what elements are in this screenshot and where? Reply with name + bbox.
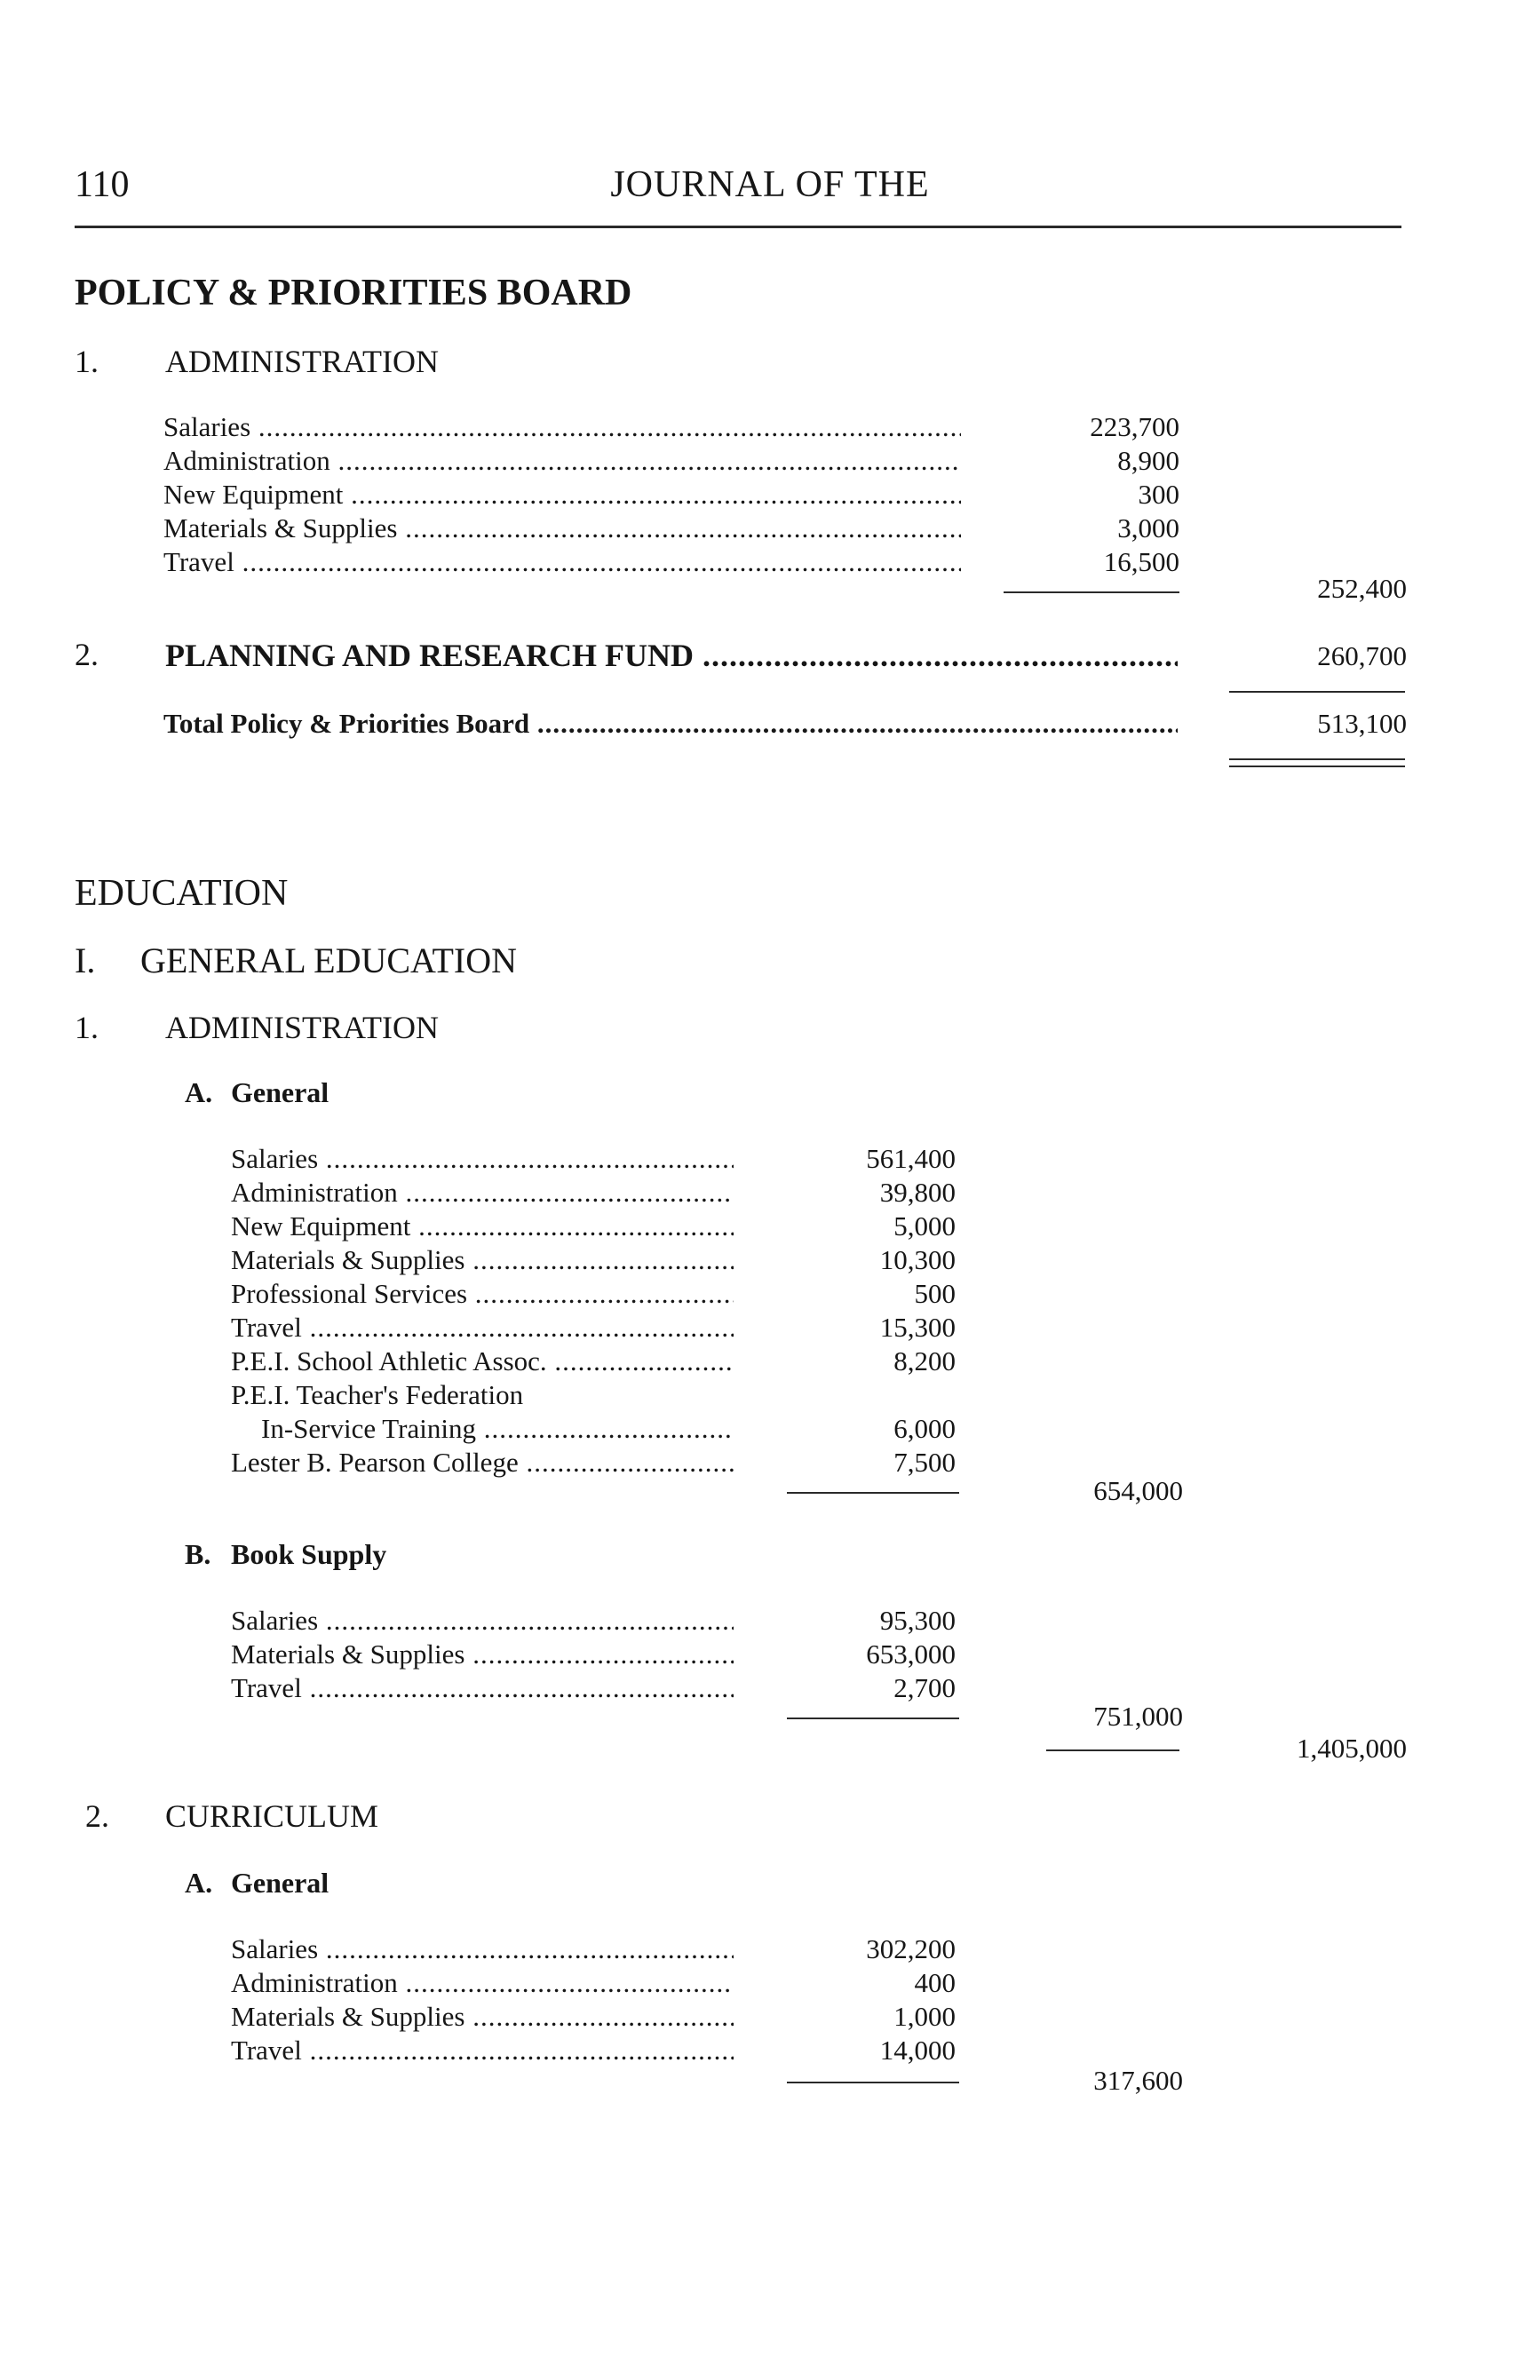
line-amount: 39,800 <box>879 1177 956 1208</box>
line-amount: 300 <box>1138 479 1179 510</box>
subsection-title: General <box>231 1076 329 1108</box>
line-amount: 15,300 <box>879 1312 956 1343</box>
line-item: Travel ..... <box>231 1311 734 1345</box>
line-amount: 8,900 <box>1117 445 1179 476</box>
line-item: Materials & Supplies ..... <box>231 1243 734 1277</box>
subsection-total: 317,600 <box>1093 2065 1183 2096</box>
line-amount: 95,300 <box>879 1605 956 1636</box>
line-amount: 10,300 <box>879 1244 956 1275</box>
page-number: 110 <box>75 164 130 205</box>
line-item: Salaries ..... <box>163 410 961 444</box>
line-amount: 500 <box>914 1278 956 1309</box>
subsection-total: 751,000 <box>1093 1701 1183 1732</box>
subtotal-rule <box>787 1492 959 1494</box>
double-rule-bottom <box>1229 766 1405 767</box>
line-amount: 1,000 <box>893 2001 956 2032</box>
subsection-letter: A. <box>185 1076 213 1108</box>
department-title: EDUCATION <box>75 873 289 914</box>
subsection-letter: A. <box>185 1867 213 1899</box>
subtotal-rule <box>787 2082 959 2083</box>
division-title: GENERAL EDUCATION <box>140 940 518 980</box>
subtotal-rule <box>1229 691 1405 693</box>
line-item: Travel ..... <box>231 2034 734 2067</box>
line-amount: 6,000 <box>893 1413 956 1444</box>
line-amount: 7,500 <box>893 1447 956 1478</box>
line-amount: 561,400 <box>866 1143 956 1174</box>
line-amount: 16,500 <box>1103 546 1179 577</box>
section-amount: 260,700 <box>1317 640 1407 671</box>
line-amount: 5,000 <box>893 1210 956 1242</box>
line-item: Salaries ..... <box>231 1142 734 1176</box>
header-rule <box>75 226 1401 228</box>
division-number: I. <box>75 940 96 980</box>
line-item: New Equipment ..... <box>231 1210 734 1243</box>
double-rule-top <box>1229 758 1405 760</box>
line-amount: 2,700 <box>893 1672 956 1703</box>
line-amount: 400 <box>914 1967 956 1998</box>
line-item: Administration ..... <box>231 1176 734 1210</box>
line-item: Administration ..... <box>231 1966 734 2000</box>
line-amount: 302,200 <box>866 1933 956 1964</box>
line-item: New Equipment ..... <box>163 478 961 512</box>
line-item: Materials & Supplies ..... <box>231 1638 734 1671</box>
subsection-letter: B. <box>185 1538 211 1570</box>
section-number: 2. <box>75 637 99 672</box>
line-amount: 14,000 <box>879 2035 956 2066</box>
subsection-total: 654,000 <box>1093 1475 1183 1506</box>
subtotal-rule <box>1046 1749 1179 1751</box>
section-number: 2. <box>85 1798 109 1834</box>
line-amount: 8,200 <box>893 1345 956 1376</box>
line-amount: 223,700 <box>1090 411 1179 442</box>
section-total: 252,400 <box>1317 573 1407 604</box>
section-line: PLANNING AND RESEARCH FUND ..... <box>165 636 1178 675</box>
section-title: ADMINISTRATION <box>165 344 439 379</box>
subtotal-rule <box>1004 591 1179 593</box>
line-item: Materials & Supplies ..... <box>231 2000 734 2034</box>
section-number: 1. <box>75 1010 99 1045</box>
line-item: Salaries ..... <box>231 1604 734 1638</box>
line-amount: 653,000 <box>866 1638 956 1670</box>
grand-total-line: Total Policy & Priorities Board ..... <box>163 707 1178 741</box>
line-item: P.E.I. Teacher's Federation <box>231 1379 524 1410</box>
line-item: Lester B. Pearson College ..... <box>231 1446 734 1480</box>
subtotal-rule <box>787 1718 959 1719</box>
line-item: Travel ..... <box>163 545 961 579</box>
subsection-title: General <box>231 1867 329 1899</box>
grand-total-amount: 513,100 <box>1317 708 1407 739</box>
line-item: Materials & Supplies ..... <box>163 512 961 545</box>
line-item: Professional Services ..... <box>231 1277 734 1311</box>
department-title: POLICY & PRIORITIES BOARD <box>75 273 632 313</box>
line-item: In-Service Training ..... <box>261 1412 734 1446</box>
section-total: 1,405,000 <box>1297 1733 1407 1764</box>
line-item: Travel ..... <box>231 1671 734 1705</box>
line-item: Salaries ..... <box>231 1932 734 1966</box>
line-amount: 3,000 <box>1117 512 1179 543</box>
section-number: 1. <box>75 344 99 379</box>
section-title: ADMINISTRATION <box>165 1010 439 1045</box>
running-title: JOURNAL OF THE <box>610 164 930 205</box>
subsection-title: Book Supply <box>231 1538 387 1570</box>
line-item: P.E.I. School Athletic Assoc. ..... <box>231 1345 734 1378</box>
section-title: CURRICULUM <box>165 1798 379 1834</box>
line-item: Administration ..... <box>163 444 961 478</box>
